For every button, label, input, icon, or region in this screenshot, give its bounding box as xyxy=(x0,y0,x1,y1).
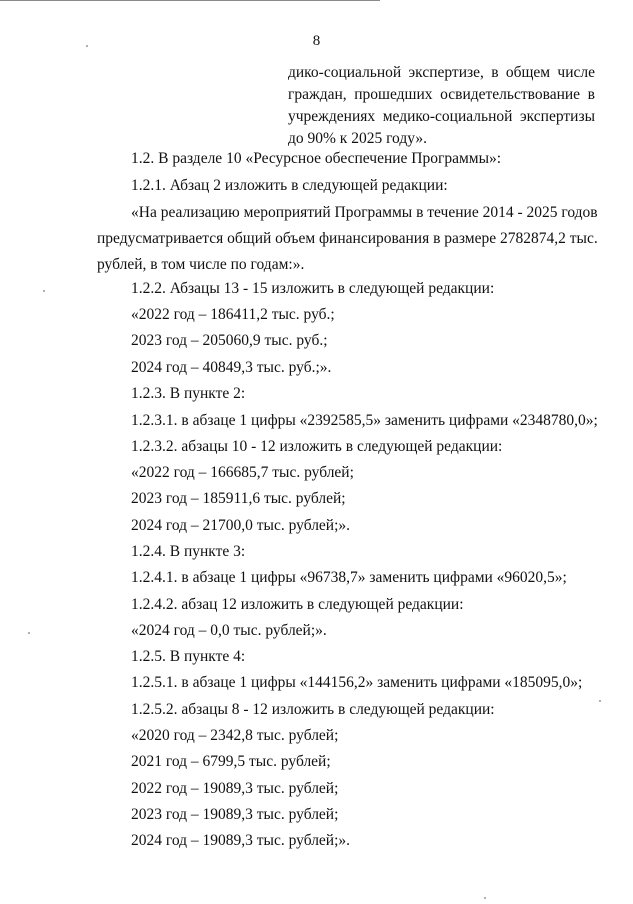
paragraph-1-2-5-1: 1.2.5.1. в абзаце 1 цифры «144156,2» заменить цифрами «185095,0»; xyxy=(131,674,583,691)
year-line: «2020 год – 2342,8 тыс. рублей; xyxy=(131,727,339,744)
year-line: 2023 год – 205060,9 тыс. руб.; xyxy=(131,332,328,349)
continuation-line: до 90% к 2025 году». xyxy=(288,130,428,147)
paragraph-1-2-3-2: 1.2.3.2. абзацы 10 - 12 изложить в следующей редакции: xyxy=(131,438,503,455)
year-line: «2022 год – 166685,7 тыс. рублей; xyxy=(131,464,354,481)
continuation-line: дико-социальной экспертизе, в общем числе xyxy=(288,64,595,81)
year-line: 2021 год – 6799,5 тыс. рублей; xyxy=(131,753,331,770)
scan-speck xyxy=(484,897,486,899)
paragraph-1-2-4: 1.2.4. В пункте 3: xyxy=(131,543,246,560)
year-line: 2023 год – 19089,3 тыс. рублей; xyxy=(131,806,339,823)
paragraph-1-2-4-1: 1.2.4.1. в абзаце 1 цифры «96738,7» заменить цифрами «96020,5»; xyxy=(131,569,567,586)
quote-line: рублей, в том числе по годам:». xyxy=(97,256,305,273)
year-line: 2024 год – 19089,3 тыс. рублей;». xyxy=(131,832,351,849)
year-line: 2023 год – 185911,6 тыс. рублей; xyxy=(131,490,346,507)
continuation-text xyxy=(288,62,595,150)
paragraph-1-2-5: 1.2.5. В пункте 4: xyxy=(131,648,246,665)
year-line: «2024 год – 0,0 тыс. рублей;». xyxy=(131,622,327,639)
scan-speck xyxy=(599,700,601,702)
top-edge-rule xyxy=(0,0,380,1)
paragraph-1-2-3-1: 1.2.3.1. в абзаце 1 цифры «2392585,5» заменить цифрами «2348780,0»; xyxy=(131,412,598,429)
quote-line: «На реализацию мероприятий Программы в течение 2014 - 2025 годов xyxy=(131,204,598,221)
year-line: «2022 год – 186411,2 тыс. руб.; xyxy=(131,306,335,323)
quoted-paragraph xyxy=(97,200,598,278)
year-line: 2024 год – 21700,0 тыс. рублей;». xyxy=(131,517,351,534)
scan-speck xyxy=(86,45,88,47)
paragraph-1-2-1: 1.2.1. Абзац 2 изложить в следующей редакции: xyxy=(131,177,448,194)
page-number: 8 xyxy=(312,33,321,49)
year-line: 2024 год – 40849,3 тыс. руб.;». xyxy=(131,359,332,376)
paragraph-1-2-5-2: 1.2.5.2. абзацы 8 - 12 изложить в следующей редакции: xyxy=(131,701,495,718)
paragraph-1-2-3: 1.2.3. В пункте 2: xyxy=(131,385,246,402)
continuation-line: граждан, прошедших освидетельствование в xyxy=(288,86,595,103)
paragraph-1-2: 1.2. В разделе 10 «Ресурсное обеспечение Программы»: xyxy=(131,150,502,167)
year-line: 2022 год – 19089,3 тыс. рублей; xyxy=(131,780,339,797)
paragraph-1-2-2: 1.2.2. Абзацы 13 - 15 изложить в следующей редакции: xyxy=(131,280,495,297)
scan-speck xyxy=(28,632,30,634)
paragraph-1-2-4-2: 1.2.4.2. абзац 12 изложить в следующей редакции: xyxy=(131,596,464,613)
scan-speck xyxy=(43,290,45,292)
quote-line: предусматривается общий объем финансирования в размере 2782874,2 тыс. xyxy=(97,230,598,247)
continuation-line: учреждениях медико-социальной экспертизы xyxy=(288,108,595,125)
